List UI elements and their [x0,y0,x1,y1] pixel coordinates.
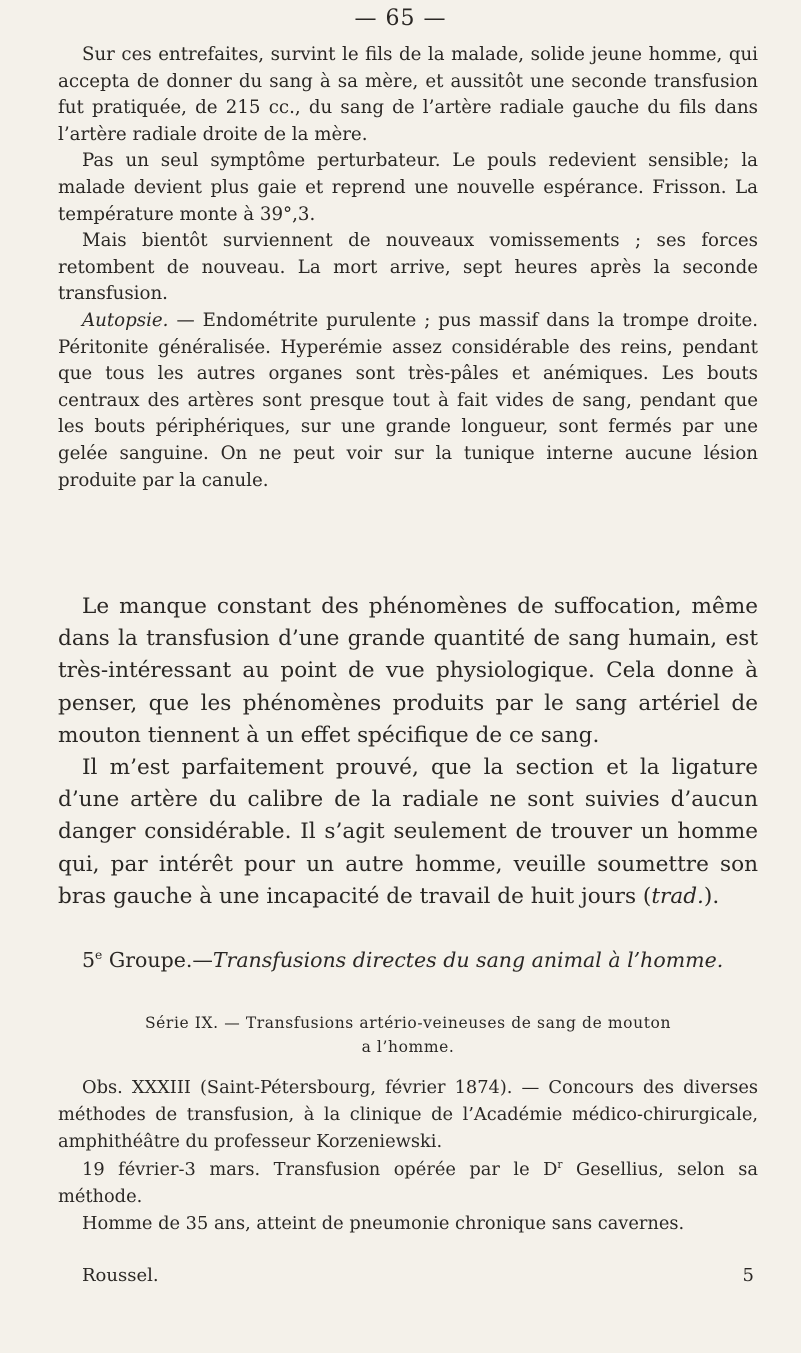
group-title: Transfusions directes du sang animal à l’homme. [212,948,724,972]
paragraph: Obs. XXXIII (Saint-Pétersbourg, février 1874). — Concours des diverses méthodes de transfusion, à la clinique de l’Académie médico-chirurgicale, amphithéâtre du professeur Korzeniewski. [58,1077,758,1153]
autopsy-paragraph [58,308,758,494]
paragraph: Homme de 35 ans, atteint de pneumonie chronique sans cavernes. [82,1213,685,1235]
series-line: a l’homme. [361,1038,455,1056]
footer-signature: 5 [742,1265,754,1286]
autopsy-label: Autopsie. [82,309,169,331]
paragraph: Sur ces entrefaites, survint le fils de la malade, solide jeune homme, qui accepta de donner du sang à sa mère, et aussitôt une seconde transfusion fut pratiquée, de 215 cc., du sang de l’artère radiale gauche du fils dans l’artère radiale droite de la mère. [58,44,758,145]
paragraph-text: Il m’est parfaitement prouvé, que la section et la ligature d’une artère du calibre de la radiale ne sont suivies d’aucun danger considérable. Il s’agit seulement de trouver un homme qui, par intérêt pour un autre homme, veuille soumettre son bras gauche à une incapacité de travail de huit jours ( [58,755,758,909]
paragraph-text: Gesellius, selon sa méthode. [58,1158,758,1207]
paragraph: Mais bientôt surviennent de nouveaux vomissements ; ses forces retombent de nouveau. La mort arrive, sept heures après la seconde transfusion. [58,230,758,305]
observation [58,1074,758,1237]
series-heading [58,1011,758,1059]
footer-author: Roussel. [82,1265,159,1286]
doctor-abbrev-sup: r [557,1157,563,1171]
paragraph: Pas un seul symptôme perturbateur. Le pouls redevient sensible; la malade devient plus gaie et reprend une nouvelle espérance. Frisson. La température monte à 39°,3. [58,150,758,225]
page-number: — 65 — [354,6,447,31]
group-number: 5 [82,948,96,972]
paragraph-text: 19 février-3 mars. Transfusion opérée par le D [82,1158,558,1180]
group-number-suffix: e [95,948,103,963]
commentary [58,591,758,913]
paragraph [58,1156,758,1210]
translator-note: trad. [651,883,704,909]
page-footer [82,1265,754,1286]
group-label: Groupe.— [102,948,213,972]
group-heading [58,945,758,975]
case-narrative [58,42,758,494]
autopsy-text: — Endométrite purulente ; pus massif dans la trompe droite. Péritonite généralisée. Hyperémie assez considérable des reins, pendant que tous les autres organes sont très-pâles et anémiques. Les bouts centraux des artères sont presque tout à fait vides de sang, pendant que les bouts périphériques, sur une grande longueur, sont fermés par une gelée sanguine. On ne peut voir sur la tunique interne aucune lésion produite par la canule. [58,309,758,491]
series-line: Série IX. — Transfusions artério-veineuses de sang de mouton [144,1014,672,1032]
paragraph-end: ). [703,883,720,909]
paragraph: Le manque constant des phénomènes de suffocation, même dans la transfusion d’une grande quantité de sang humain, est très-intéressant au point de vue physiologique. Cela donne à penser, que les phénomènes produits par le sang artériel de mouton tiennent à un effet spécifique de ce sang. [58,594,758,748]
paragraph [58,752,758,913]
